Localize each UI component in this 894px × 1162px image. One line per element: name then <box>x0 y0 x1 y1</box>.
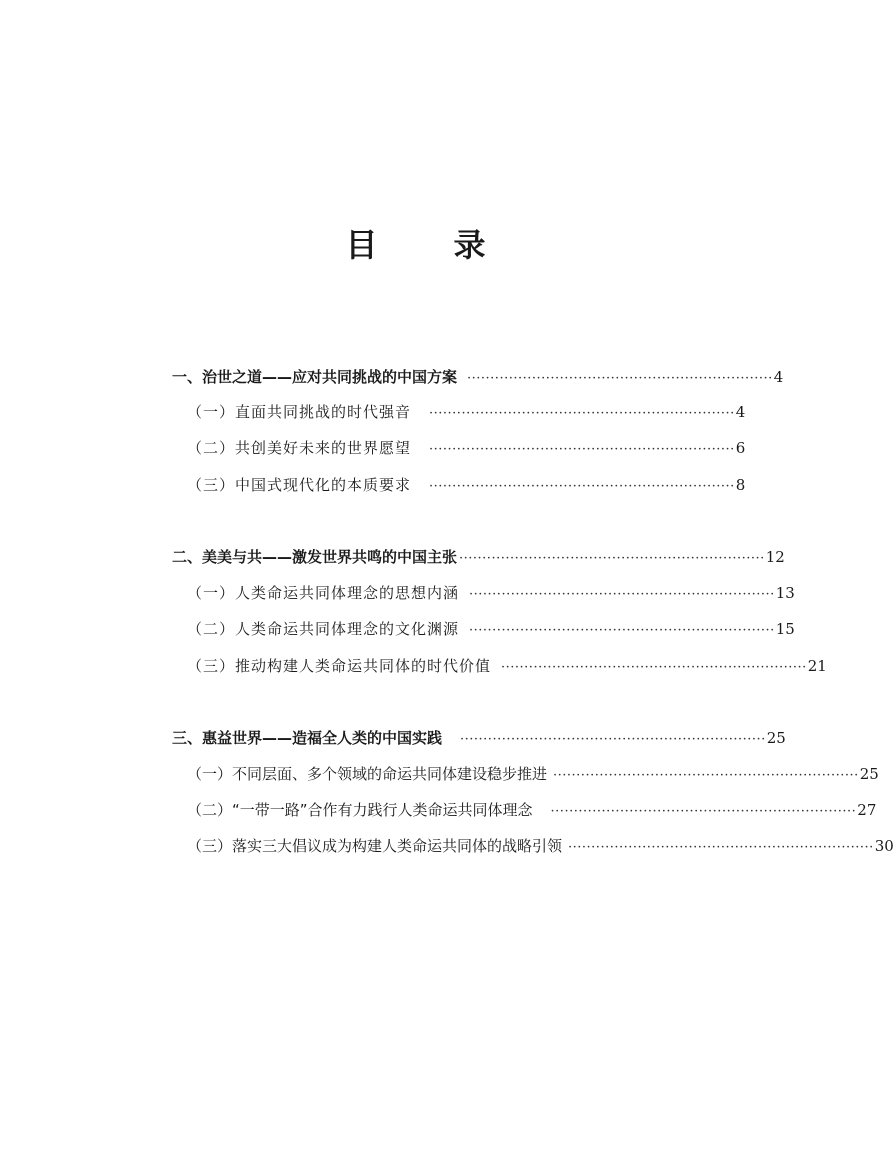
toc-leader-dots: ·································································· <box>469 623 775 638</box>
toc-page-number: 4 <box>773 368 784 386</box>
toc-page-number: 12 <box>765 548 785 566</box>
toc-page-number: 25 <box>766 729 786 747</box>
toc-item-3-3[interactable] <box>187 835 894 857</box>
toc-leader-dots: ·································································· <box>550 804 857 819</box>
toc-page-number: 8 <box>735 476 746 494</box>
toc-item-1-3[interactable] <box>187 474 746 496</box>
toc-leader-dots: ·································································· <box>553 768 859 783</box>
toc-section-title: 一、治世之道——应对共同挑战的中国方案 <box>172 368 458 386</box>
toc-item-title: （三）推动构建人类命运共同体的时代价值 <box>187 657 492 675</box>
toc-item-title: （一）不同层面、多个领域的命运共同体建设稳步推进 <box>187 765 548 783</box>
toc-page-number: 13 <box>775 584 795 602</box>
toc-item-2-2[interactable] <box>187 618 795 640</box>
toc-page-number: 30 <box>874 837 894 855</box>
toc-leader-dots: ·································································· <box>568 840 874 855</box>
toc-item-2-3[interactable] <box>187 655 827 677</box>
toc-page-number: 6 <box>735 439 746 457</box>
toc-leader-dots: ·································································· <box>459 551 765 566</box>
toc-leader-dots: ·································································· <box>467 371 773 386</box>
toc-item-3-1[interactable] <box>187 763 879 785</box>
page-title: 目 录 <box>345 226 508 264</box>
toc-item-3-2[interactable] <box>187 799 877 821</box>
toc-item-title: （三）中国式现代化的本质要求 <box>187 476 412 494</box>
toc-leader-dots: ·································································· <box>460 732 766 747</box>
toc-leader-dots: ·································································· <box>429 479 735 494</box>
toc-page-number: 15 <box>775 620 795 638</box>
toc-section-1[interactable] <box>172 366 784 388</box>
toc-item-1-1[interactable] <box>187 401 746 423</box>
toc-leader-dots: ·································································· <box>429 406 735 421</box>
toc-page-number: 4 <box>735 403 746 421</box>
toc-leader-dots: ·································································· <box>429 442 735 457</box>
toc-section-3[interactable] <box>172 727 786 749</box>
toc-item-title: （三）落实三大倡议成为构建人类命运共同体的战略引领 <box>187 837 563 855</box>
toc-section-title: 三、惠益世界——造福全人类的中国实践 <box>172 729 443 747</box>
toc-section-title: 二、美美与共——激发世界共鸣的中国主张 <box>172 548 458 566</box>
toc-section-2[interactable] <box>172 546 785 568</box>
toc-item-title: （一）人类命运共同体理念的思想内涵 <box>187 584 460 602</box>
toc-page-number: 27 <box>857 801 877 819</box>
toc-item-title: （二）“一带一路”合作有力践行人类命运共同体理念 <box>187 801 533 819</box>
toc-page-number: 25 <box>859 765 879 783</box>
toc-page-number: 21 <box>807 657 827 675</box>
toc-item-title: （二）人类命运共同体理念的文化渊源 <box>187 620 460 638</box>
toc-item-2-1[interactable] <box>187 582 795 604</box>
toc-item-title: （一）直面共同挑战的时代强音 <box>187 403 412 421</box>
toc-item-title: （二）共创美好未来的世界愿望 <box>187 439 412 457</box>
toc-leader-dots: ·································································· <box>469 587 775 602</box>
toc-leader-dots: ·································································· <box>501 660 807 675</box>
toc-item-1-2[interactable] <box>187 437 746 459</box>
